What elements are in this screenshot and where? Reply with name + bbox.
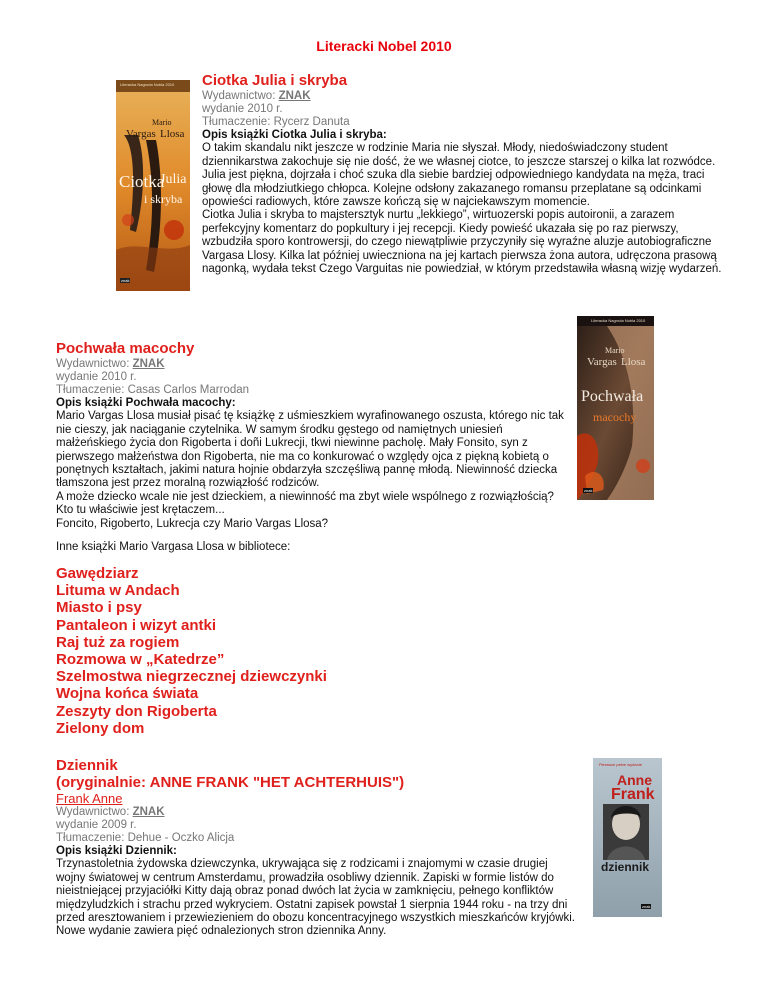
cover-title: dziennik xyxy=(601,860,650,874)
description-paragraph: Foncito, Rigoberto, Lukrecja czy Mario Vargas Llosa? xyxy=(56,517,329,530)
cover-author-last: Frank xyxy=(611,786,655,803)
cover-author-last: Llosa xyxy=(160,128,185,140)
book-title: Dziennik xyxy=(56,757,118,774)
author-name-link[interactable]: Frank Anne xyxy=(56,791,123,806)
book-entry-ciotka-julia xyxy=(202,72,732,276)
other-book-link[interactable]: Szelmostwa niegrzecznej dziewczynki xyxy=(56,668,327,686)
other-book-link[interactable]: Zielony dom xyxy=(56,719,145,737)
book-original-title: (oryginalnie: ANNE FRANK "HET ACHTERHUIS") xyxy=(56,774,405,791)
edition: wydanie 2010 r. xyxy=(202,103,283,115)
description-paragraph: Trzynastoletnia żydowska dziewczynka, ukrywająca się z rodzicami i znajomymi w czasie drugiej wojny światowej w centrum Amsterdamu, prowadziła osobliwy dziennik. Zapiski w formie listów do nieistniejącej przyjaciółki Kitty dają obraz ponad dwóch lat życia w zamknięciu, pełnego konfliktów międzyludzkich i strachu przed wykryciem. Ostatni zapisek powstał 1 sierpnia 1944 roku - na trzy dni przed aresztowaniem i przewiezieniem do obozu koncentracyjnego wszystkich mieszkańców kryjówki. Nowe wydanie zawiera pięć odnalezionych stron dziennika Anny. xyxy=(56,858,575,938)
cover-top-line: Pierwsze pełne wydanie xyxy=(599,762,642,767)
book-title: Ciotka Julia i skryba xyxy=(202,72,348,89)
cover-publisher-logo: znak xyxy=(121,278,130,283)
translation: Tłumaczenie: Dehue - Oczko Alicja xyxy=(56,832,235,844)
cover-author-last: Llosa xyxy=(621,356,646,368)
cover-publisher-logo: znak xyxy=(584,488,593,493)
publisher-label: Wydawnictwo: xyxy=(56,358,133,370)
publisher-label: Wydawnictwo: xyxy=(56,806,133,818)
other-book-link[interactable]: Rozmowa w „Katedrze” xyxy=(56,651,225,669)
book-cover-ciotka-julia xyxy=(116,80,190,291)
cover-title-line2: macochy xyxy=(593,410,637,424)
description-heading: Opis książki Pochwała macochy: xyxy=(56,397,236,409)
cover-publisher-logo: znak xyxy=(642,904,651,909)
description-paragraph: Mario Vargas Llosa musiał pisać tę książkę z uśmieszkiem wyrafinowanego oszusta, którego nic tak nie cieszy, jak naciąganie czytelnika. W samym środku gęstego od namiętnych uniesień małżeńskiego życia don Rigoberta i doñi Lukrecji, tkwi niewinne pacholę. Mały Fonsito, syn z pierwszego małżeństwa don Rigoberta, nie ma co konkurować o względy ojca z piękną kobietą o ponętnych kształtach, jakimi natura hojnie obdarzyła szczęśliwą pannę młodą. Niewinność dziecka tłamszona jest przez moralną rozwiązłość rodziców. xyxy=(56,410,564,490)
publisher-label: Wydawnictwo: xyxy=(202,90,279,102)
description xyxy=(56,845,576,939)
edition: wydanie 2009 r. xyxy=(56,819,137,831)
author-link xyxy=(56,791,576,806)
description xyxy=(56,397,566,531)
other-book-link[interactable]: Lituma w Andach xyxy=(56,582,180,600)
description-paragraph: A może dziecko wcale nie jest dzieckiem, a niewinność ma zbyt wiele wspólnego z rozwiązłością? Kto tu właściwie jest krętaczem... xyxy=(56,490,554,517)
other-book-link[interactable]: Wojna końca świata xyxy=(56,685,199,703)
translation: Tłumaczenie: Rycerz Danuta xyxy=(202,116,350,128)
book-cover-dziennik xyxy=(593,758,662,917)
book-title: Pochwała macochy xyxy=(56,340,195,357)
publisher-link[interactable]: ZNAK xyxy=(132,806,165,818)
other-book-link[interactable]: Zeszyty don Rigoberta xyxy=(56,702,217,720)
cover-title-line1: Ciotka xyxy=(119,172,165,191)
book-entry-dziennik xyxy=(56,757,576,939)
edition: wydanie 2010 r. xyxy=(56,371,137,383)
cover-series: Literacka Nagroda Nobla 2010 xyxy=(120,82,175,87)
other-book-link[interactable]: Pantaleon i wizyt antki xyxy=(56,616,217,634)
other-book-link[interactable]: Miasto i psy xyxy=(56,599,142,617)
cover-author-first: Mario xyxy=(152,118,172,127)
other-books-intro: Inne książki Mario Vargasa Llosa w bibliotece: xyxy=(56,541,291,553)
book-entry-pochwala-macochy xyxy=(56,340,566,531)
description xyxy=(202,129,732,276)
other-book-link[interactable]: Raj tuż za rogiem xyxy=(56,633,180,651)
page-title: Literacki Nobel 2010 xyxy=(316,38,452,54)
other-book-link[interactable]: Gawędziarz xyxy=(56,565,139,582)
description-paragraph: O takim skandalu nikt jeszcze w rodzinie Maria nie słyszał. Młody, niedoświadczony student dziennikarstwa zakochuje się nie dość, że we własnej ciotce, to jeszcze starszej o kilka lat rozwódce. Julia jest piękna, dojrzała i choć szuka dla siebie bardziej odpowiedniego kandydata na męża, traci głowę dla młodziutkiego chłopca. Kolejne odsłony zakazanego romansu przeplatane są odcinkami opowieści radiowych, które zawsze kończą się w najciekawszym momencie. xyxy=(202,142,716,209)
cover-title-line2: i skryba xyxy=(144,192,183,206)
cover-author-first: Anne xyxy=(617,772,652,788)
cover-author-mid: Vargas xyxy=(587,356,617,368)
description-paragraph: Ciotka Julia i skryba to majstersztyk nurtu „lekkiego”, wirtuozerski popis autoironii, a zarazem perfekcyjny komentarz do popkultury i jej recepcji. Kiedy powieść ukazała się po raz pierwszy, wzbudziła sporo kontrowersji, do czego niewątpliwie przyczyniły się wyraźne aluzje autobiograficzne Vargasa Llosy. Kilka lat później uwieczniona na jej kartach pierwsza żona autora, udręczona prasową nagonką, wydała tekst Czego Varguitas nie powiedział, w którym przedstawiła własną wizję wydarzeń. xyxy=(202,209,722,276)
publisher-line xyxy=(56,806,576,819)
publisher-link[interactable]: ZNAK xyxy=(132,358,165,370)
cover-title-line1b: Julia xyxy=(160,172,187,187)
book-cover-pochwala-macochy xyxy=(577,316,654,500)
publisher-line xyxy=(56,358,566,371)
translation: Tłumaczenie: Casas Carlos Marrodan xyxy=(56,384,250,396)
description-heading: Opis książki Ciotka Julia i skryba: xyxy=(202,129,387,141)
cover-author-mid: Vargas xyxy=(126,128,156,140)
cover-author-first: Mario xyxy=(605,346,625,355)
description-heading: Opis książki Dziennik: xyxy=(56,845,177,857)
cover-series: Literacka Nagroda Nobla 2010 xyxy=(591,318,646,323)
cover-title-line1: Pochwała xyxy=(581,388,644,405)
publisher-line xyxy=(202,90,732,103)
other-books-list xyxy=(56,565,556,737)
publisher-link[interactable]: ZNAK xyxy=(278,90,311,102)
